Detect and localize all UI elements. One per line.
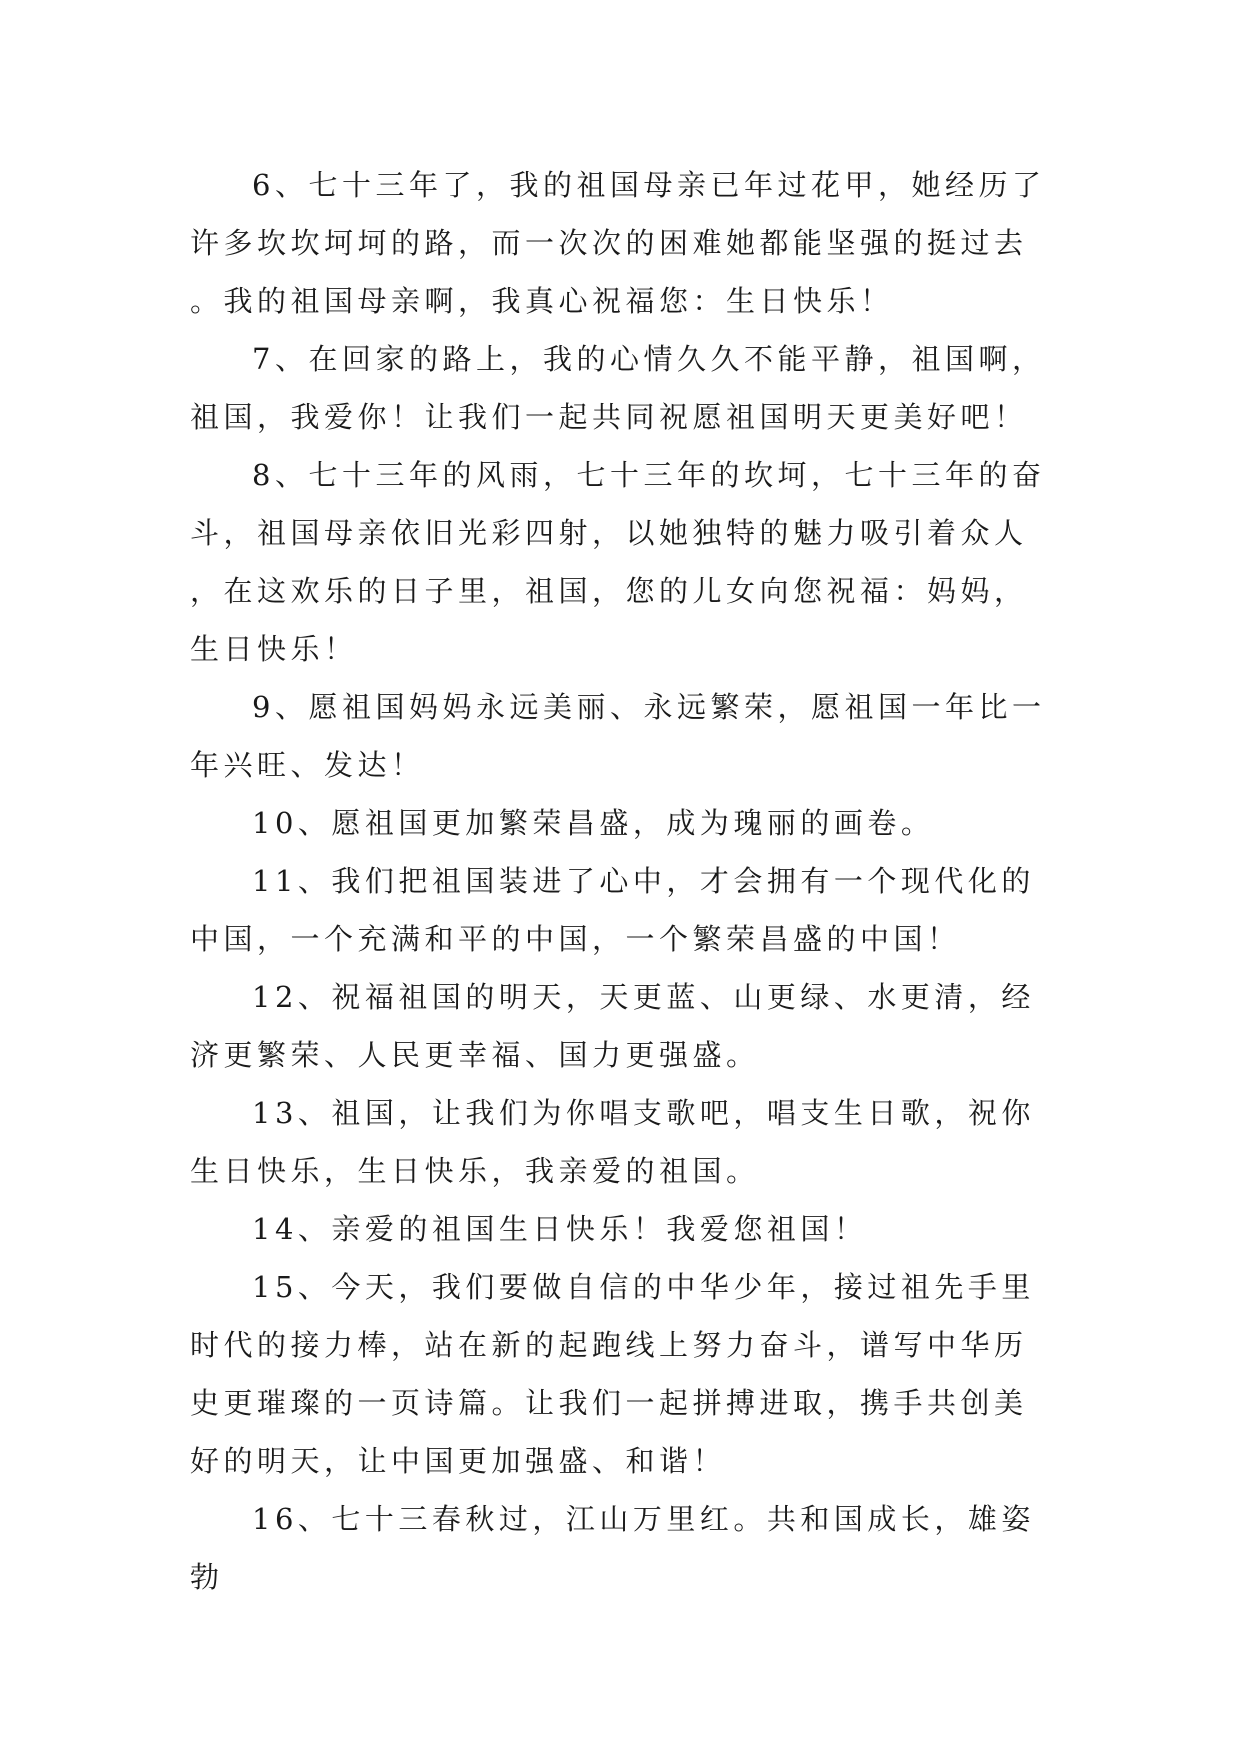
paragraph-11: 11、我们把祖国装进了心中，才会拥有一个现代化的中国，一个充满和平的中国，一个繁荣昌盛的中国！ xyxy=(190,864,1035,956)
paragraph-12: 12、祝福祖国的明天，天更蓝、山更绿、水更清，经济更繁荣、人民更幸福、国力更强盛。 xyxy=(190,980,1035,1072)
document-body xyxy=(190,156,1060,1606)
paragraph-13: 13、祖国，让我们为你唱支歌吧，唱支生日歌，祝你生日快乐，生日快乐，我亲爱的祖国。 xyxy=(190,1096,1035,1188)
paragraph-10: 10、愿祖国更加繁荣昌盛，成为瑰丽的画卷。 xyxy=(252,806,935,840)
paragraph-16: 16、七十三春秋过，江山万里红。共和国成长，雄姿勃 xyxy=(190,1502,1035,1594)
paragraph-15: 15、今天，我们要做自信的中华少年，接过祖先手里时代的接力棒，站在新的起跑线上努力奋斗，谱写中华历史更璀璨的一页诗篇。让我们一起拼搏进取，携手共创美好的明天，让中国更加强盛、和谐！ xyxy=(190,1270,1035,1478)
paragraph-9: 9、愿祖国妈妈永远美丽、永远繁荣，愿祖国一年比一年兴旺、发达！ xyxy=(190,690,1046,782)
paragraph-8: 8、七十三年的风雨，七十三年的坎坷，七十三年的奋斗，祖国母亲依旧光彩四射，以她独特的魅力吸引着众人，在这欢乐的日子里，祖国，您的儿女向您祝福：妈妈，生日快乐！ xyxy=(190,458,1046,666)
paragraph-6: 6、七十三年了，我的祖国母亲已年过花甲，她经历了许多坎坎坷坷的路，而一次次的困难她都能坚强的挺过去。我的祖国母亲啊，我真心祝福您：生日快乐！ xyxy=(190,168,1046,318)
paragraph-14: 14、亲爱的祖国生日快乐！我爱您祖国！ xyxy=(252,1212,868,1246)
paragraph-7: 7、在回家的路上，我的心情久久不能平静，祖国啊，祖国，我爱你！让我们一起共同祝愿祖国明天更美好吧！ xyxy=(190,342,1046,434)
